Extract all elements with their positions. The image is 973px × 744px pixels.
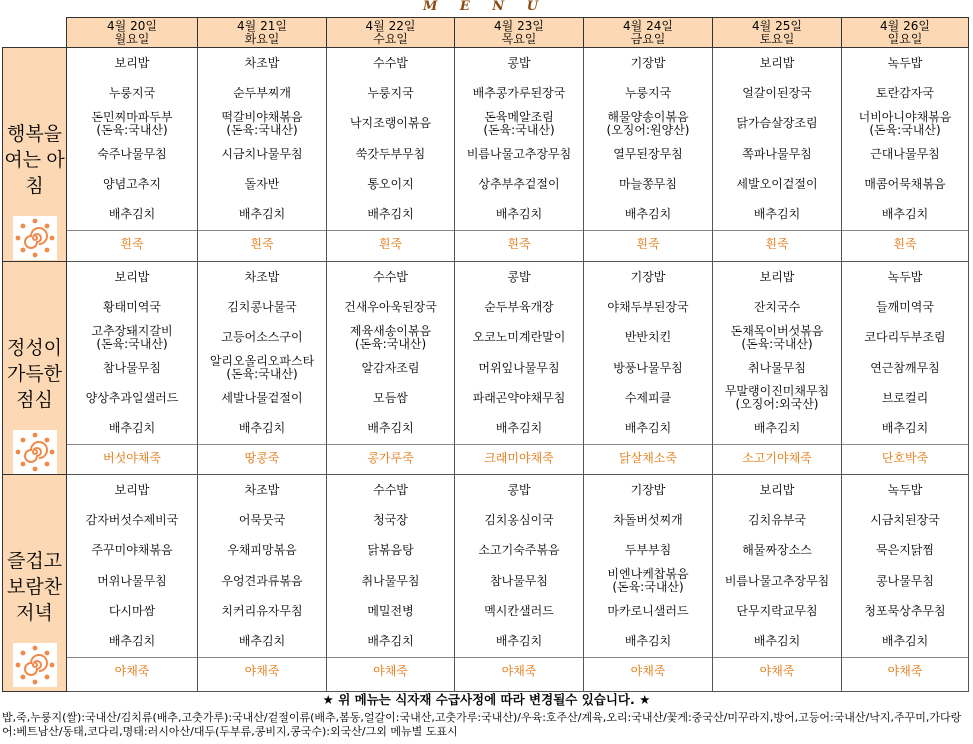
menu-item: 차조밥	[244, 55, 280, 70]
menu-item: 돌자반	[244, 176, 280, 191]
menu-item: 닭가슴살장조림	[736, 116, 818, 131]
day-header	[67, 18, 198, 48]
day-header	[842, 18, 969, 48]
menu-item: 수수밥	[373, 269, 408, 284]
day-header	[327, 18, 455, 48]
menu-item: 돈육메알조림 (돈육:국내산)	[483, 109, 555, 137]
menu-item: 우채피망볶음	[227, 543, 297, 558]
menu-item: 주꾸미야채볶음	[91, 543, 173, 558]
menu-item: 보리밥	[114, 55, 150, 70]
menu-item: 배추김치	[753, 634, 801, 649]
menu-item: 차돌버섯찌개	[613, 512, 683, 527]
menu-cell	[327, 48, 455, 262]
day-header	[713, 18, 842, 48]
meal-label-cell	[3, 48, 67, 262]
menu-item: 제육새송이볶음 (돈육:국내산)	[349, 323, 432, 351]
menu-cell	[713, 475, 842, 692]
menu-item: 보리밥	[114, 482, 150, 497]
change-notice: ★ 위 메뉴는 식자재 수급사정에 따라 변경될수 있습니다. ★	[322, 692, 651, 707]
menu-item: 시금치나물무침	[221, 146, 303, 161]
menu-item: 수수밥	[373, 482, 408, 497]
day-date: 4월 20일	[107, 18, 157, 33]
porridge-item: 야채죽	[455, 657, 583, 686]
table-corner	[3, 18, 67, 48]
menu-item: 배추김치	[367, 207, 414, 222]
menu-item: 보리밥	[759, 269, 795, 284]
menu-item: 배추김치	[624, 421, 672, 436]
day-date: 4월 21일	[237, 18, 287, 33]
porridge-item: 흰죽	[584, 230, 712, 259]
menu-item: 멕시칸샐러드	[484, 603, 554, 618]
day-weekday: 토요일	[759, 31, 795, 46]
menu-item: 배추김치	[753, 207, 801, 222]
menu-item: 녹두밥	[887, 482, 923, 497]
day-date: 4월 26일	[880, 18, 930, 33]
porridge-item: 소고기야채죽	[713, 444, 841, 473]
menu-item: 기장밥	[630, 482, 666, 497]
menu-item: 배추김치	[495, 634, 543, 649]
menu-cell	[327, 262, 455, 475]
porridge-item: 단호박죽	[842, 444, 968, 473]
menu-item: 알감자조림	[361, 360, 420, 375]
porridge-item: 흰죽	[327, 230, 454, 259]
menu-item: 돈민찌마파두부 (돈육:국내산)	[91, 109, 173, 137]
menu-item: 너비아니야채볶음 (돈육:국내산)	[858, 109, 952, 137]
menu-item: 단무지락교무침	[736, 603, 818, 618]
menu-item: 비름나물고추장무침	[466, 146, 572, 161]
menu-cell	[584, 475, 713, 692]
menu-item: 돈채목이버섯볶음 (돈육:국내산)	[730, 323, 824, 351]
menu-item: 기장밥	[630, 269, 666, 284]
menu-item: 잔치국수	[753, 299, 801, 314]
swirl-sun-icon	[13, 216, 57, 260]
menu-item: 근대나물무침	[870, 146, 940, 161]
menu-item: 무말랭이진미채무침 (오징어:외국산)	[724, 384, 830, 412]
meal-label: 행복을 여는 아침	[4, 124, 65, 197]
menu-item: 방풍나물무침	[613, 360, 683, 375]
menu-item: 세발나물겉절이	[221, 390, 303, 405]
day-date: 4월 24일	[623, 18, 673, 33]
menu-cell	[455, 262, 584, 475]
origin-info: 밥,죽,누룽지(쌀):국내산/김치류(배추,고춧가루):국내산/겉절이류(배추,봄동,얼갈이:국내산,고춧가루:국내산)/우육:호주산/계육,오리:국내산/꽃게:중국산/미꾸라지,방어,고등어:국내산/낙지,주꾸미,가다랑어:베트남산/동태,코다리,명태:러시아산/대두(두부류,콩비지,콩국수):외국산/그외 메뉴별 도표시	[2, 711, 962, 738]
menu-item: 토란감자국	[876, 85, 934, 100]
menu-item: 닭볶음탕	[367, 543, 414, 558]
porridge-item: 닭살채소죽	[584, 444, 712, 473]
menu-item: 차조밥	[244, 482, 280, 497]
day-weekday: 수요일	[373, 31, 408, 46]
menu-item: 누룽지국	[108, 85, 156, 100]
menu-item: 파래곤약야채무침	[472, 390, 566, 405]
menu-item: 매콤어묵채볶음	[864, 176, 946, 191]
menu-item: 비엔나케찹볶음 (돈육:국내산)	[607, 567, 689, 595]
menu-item: 브로컬리	[881, 390, 929, 405]
menu-item: 머위나물무침	[97, 573, 167, 588]
menu-item: 참나물무침	[490, 573, 548, 588]
porridge-item: 흰죽	[455, 230, 583, 259]
menu-item: 청포묵상추무침	[864, 603, 946, 618]
menu-item: 양상추과일샐러드	[85, 390, 179, 405]
menu-item: 통오이지	[367, 176, 414, 191]
menu-cell	[67, 48, 198, 262]
day-header	[198, 18, 327, 48]
menu-item: 황태미역국	[103, 299, 161, 314]
menu-item: 감자버섯수제비국	[85, 512, 179, 527]
day-weekday: 금요일	[630, 31, 666, 46]
porridge-item: 야채죽	[713, 657, 841, 686]
menu-item: 기장밥	[630, 55, 666, 70]
day-weekday: 월요일	[114, 31, 150, 46]
porridge-item: 흰죽	[198, 230, 326, 259]
day-date: 4월 22일	[365, 18, 416, 33]
menu-item: 차조밥	[244, 269, 280, 284]
menu-cell	[842, 475, 969, 692]
menu-item: 우엉견과류볶음	[221, 573, 303, 588]
menu-item: 건새우아욱된장국	[344, 299, 437, 314]
porridge-item: 흰죽	[67, 230, 197, 259]
menu-cell	[584, 48, 713, 262]
menu-item: 양념고추지	[103, 176, 161, 191]
menu-item: 숙주나물무침	[97, 146, 167, 161]
menu-item: 다시마쌈	[108, 603, 156, 618]
menu-cell	[455, 48, 584, 262]
menu-item: 배추김치	[238, 207, 286, 222]
menu-item: 야채두부된장국	[607, 299, 689, 314]
porridge-item: 흰죽	[842, 230, 968, 259]
menu-item: 배추김치	[108, 421, 156, 436]
menu-item: 콩밥	[507, 55, 531, 70]
menu-cell	[713, 48, 842, 262]
menu-item: 낙지조랭이볶음	[349, 116, 432, 131]
menu-item: 누룽지국	[624, 85, 672, 100]
menu-item: 비름나물고추장무침	[724, 573, 830, 588]
meal-label-cell	[3, 475, 67, 692]
menu-item: 수수밥	[373, 55, 408, 70]
menu-cell	[842, 262, 969, 475]
menu-item: 알리오올리오파스타 (돈육:국내산)	[209, 354, 315, 382]
menu-cell	[713, 262, 842, 475]
meal-label: 정성이 가득한 점심	[6, 338, 63, 411]
menu-item: 두부부침	[624, 543, 672, 558]
porridge-item: 크래미야채죽	[455, 444, 583, 473]
porridge-item: 흰죽	[713, 230, 841, 259]
menu-item: 순두부찌개	[233, 85, 291, 100]
menu-item: 시금치된장국	[870, 512, 940, 527]
menu-item: 취나물무침	[748, 360, 806, 375]
menu-item: 배추김치	[495, 207, 543, 222]
menu-item: 콩밥	[507, 269, 531, 284]
menu-item: 마늘쫑무침	[619, 176, 677, 191]
meal-label: 즐겁고 보람찬 저녁	[6, 551, 63, 624]
menu-item: 치커리유자무침	[221, 603, 303, 618]
menu-item: 배추김치	[108, 634, 156, 649]
menu-cell	[198, 48, 327, 262]
menu-item: 배추김치	[108, 207, 156, 222]
menu-item: 메밀전병	[367, 603, 414, 618]
menu-item: 모듬쌈	[373, 390, 408, 405]
menu-item: 보리밥	[114, 269, 150, 284]
porridge-item: 콩가루죽	[327, 444, 454, 473]
menu-item: 소고기숙주볶음	[478, 543, 560, 558]
menu-cell	[842, 48, 969, 262]
menu-item: 취나물무침	[361, 573, 420, 588]
menu-item: 순두부육개장	[484, 299, 554, 314]
day-header	[455, 18, 584, 48]
menu-item: 해물짜장소스	[742, 543, 812, 558]
porridge-item: 버섯야채죽	[67, 444, 197, 473]
menu-item: 쪽파나물무침	[742, 146, 812, 161]
menu-item: 고등어소스구이	[221, 330, 303, 345]
menu-item: 묵은지닭찜	[876, 543, 934, 558]
menu-item: 연근참깨무침	[870, 360, 940, 375]
menu-cell	[327, 475, 455, 692]
page-title: M E N U	[422, 0, 548, 14]
day-weekday: 화요일	[244, 31, 280, 46]
menu-item: 머위잎나물무침	[478, 360, 560, 375]
menu-item: 배추김치	[367, 421, 414, 436]
menu-cell	[198, 262, 327, 475]
menu-item: 콩밥	[507, 482, 531, 497]
menu-item: 수제피클	[624, 390, 672, 405]
day-header	[584, 18, 713, 48]
menu-item: 마카로니샐러드	[607, 603, 689, 618]
menu-item: 쑥갓두부무침	[355, 146, 426, 161]
menu-item: 배추김치	[881, 634, 929, 649]
menu-item: 열무된장무침	[613, 146, 683, 161]
menu-item: 떡갈비야채볶음 (돈육:국내산)	[221, 109, 303, 137]
menu-item: 배추김치	[238, 421, 286, 436]
menu-item: 들깨미역국	[876, 299, 934, 314]
menu-item: 녹두밥	[887, 269, 923, 284]
menu-item: 참나물무침	[103, 360, 161, 375]
menu-cell	[455, 475, 584, 692]
menu-item: 배추콩가루된장국	[472, 85, 566, 100]
menu-item: 배추김치	[367, 634, 414, 649]
meal-label-cell	[3, 262, 67, 475]
porridge-item: 야채죽	[842, 657, 968, 686]
menu-item: 보리밥	[759, 55, 795, 70]
menu-item: 김치콩나물국	[227, 299, 297, 314]
menu-item: 오코노미계란말이	[472, 330, 566, 345]
menu-item: 상추부추겉절이	[478, 176, 560, 191]
menu-item: 코다리두부조림	[864, 330, 946, 345]
day-weekday: 일요일	[887, 31, 923, 46]
menu-item: 배추김치	[881, 207, 929, 222]
porridge-item: 야채죽	[584, 657, 712, 686]
menu-item: 세발오이겉절이	[736, 176, 818, 191]
menu-table	[2, 17, 969, 692]
menu-item: 김치유부국	[748, 512, 806, 527]
day-date: 4월 25일	[752, 18, 802, 33]
menu-item: 배추김치	[238, 634, 286, 649]
porridge-item: 땅콩죽	[198, 444, 326, 473]
menu-item: 배추김치	[753, 421, 801, 436]
menu-item: 녹두밥	[887, 55, 923, 70]
menu-item: 배추김치	[624, 207, 672, 222]
menu-item: 얼갈이된장국	[742, 85, 812, 100]
menu-item: 청국장	[373, 512, 408, 527]
day-date: 4월 23일	[494, 18, 544, 33]
swirl-sun-icon	[13, 643, 57, 687]
porridge-item: 야채죽	[67, 657, 197, 686]
porridge-item: 야채죽	[327, 657, 454, 686]
menu-item: 콩나물무침	[876, 573, 934, 588]
menu-item: 고추장돼지갈비 (돈육:국내산)	[91, 323, 173, 351]
menu-item: 배추김치	[624, 634, 672, 649]
day-weekday: 목요일	[501, 31, 537, 46]
swirl-sun-icon	[13, 430, 57, 474]
menu-item: 어묵뭇국	[238, 512, 286, 527]
menu-cell	[198, 475, 327, 692]
porridge-item: 야채죽	[198, 657, 326, 686]
menu-cell	[67, 475, 198, 692]
menu-item: 보리밥	[759, 482, 795, 497]
menu-item: 배추김치	[495, 421, 543, 436]
menu-item: 배추김치	[881, 421, 929, 436]
menu-item: 김치옹심이국	[484, 512, 554, 527]
menu-item: 반반치킨	[624, 330, 672, 345]
menu-item: 해물양송이볶음 (오징어:원양산)	[606, 109, 690, 137]
menu-cell	[584, 262, 713, 475]
menu-item: 누룽지국	[367, 85, 414, 100]
menu-cell	[67, 262, 198, 475]
